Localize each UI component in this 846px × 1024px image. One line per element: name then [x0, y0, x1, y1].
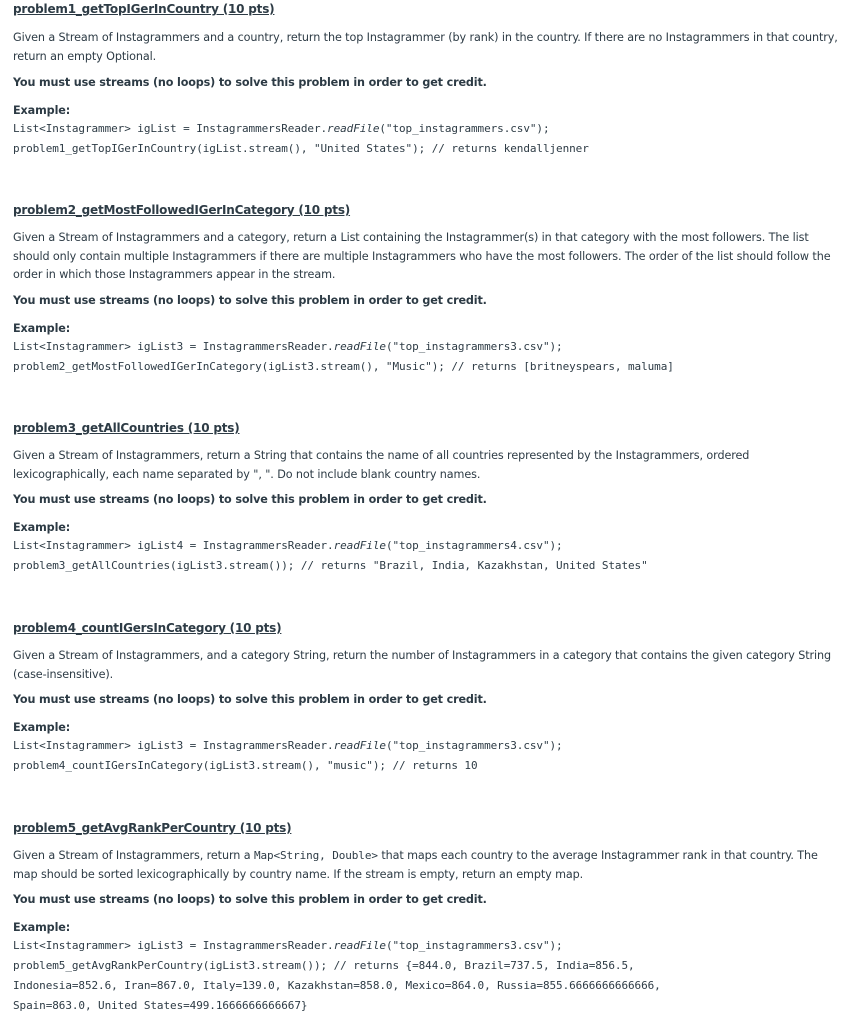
problem-2-note: You must use streams (no loops) to solve this problem in order to get credit.: [13, 293, 487, 307]
problem-5-heading: problem5_getAvgRankPerCountry (10 pts): [13, 821, 292, 835]
problem-5-code-line-1: List<Instagrammer> igList3 = InstagrammersReader.readFile("top_instagrammers3.csv");: [13, 939, 563, 953]
problem-5-section: [13, 821, 839, 1016]
problem-5-example-label: Example:: [13, 921, 71, 935]
problem-2-code-line-1: List<Instagrammer> igList3 = InstagrammersReader.readFile("top_instagrammers3.csv");: [13, 339, 563, 353]
problem-4-heading: problem4_countIGersInCategory (10 pts): [13, 621, 282, 635]
problem-1-section: [13, 2, 839, 159]
map-type-inline-code: Map<String, Double>: [253, 849, 378, 862]
problem-2-code-line-2: problem2_getMostFollowedIGerInCategory(igList3.stream(), "Music"); // returns [britneyspears, maluma]: [13, 359, 674, 373]
problem-4-example-label: Example:: [13, 721, 71, 735]
problem-4-section: [13, 621, 839, 776]
problem-5-code-line-2: problem5_getAvgRankPerCountry(igList3.stream()); // returns {=844.0, Brazil=737.5, India=856.5,: [13, 959, 635, 973]
problem-4-code-line-1: List<Instagrammer> igList3 = InstagrammersReader.readFile("top_instagrammers3.csv");: [13, 739, 563, 753]
problem-4-description: Given a Stream of Instagrammers, and a category String, return the number of Instagrammers in a category that contains the given category String (case-insensitive).: [13, 649, 831, 681]
problem-1-description: Given a Stream of Instagrammers and a country, return the top Instagrammer (by rank) in the country. If there are no Instagrammers in that country, return an empty Optional.: [13, 31, 838, 63]
problem-3-section: [13, 421, 839, 576]
problem-5-code-line-4: Spain=863.0, United States=499.1666666666667}: [13, 999, 308, 1013]
problem-5-description: Given a Stream of Instagrammers, return a Map<String, Double> that maps each country to the average Instagrammer rank in that country. The map should be sorted lexicographically by country name. If the stream is empty, return an empty map.: [13, 849, 818, 881]
problem-3-code-line-1: List<Instagrammer> igList4 = InstagrammersReader.readFile("top_instagrammers4.csv");: [13, 539, 563, 553]
problem-1-code-line-1: List<Instagrammer> igList = InstagrammersReader.readFile("top_instagrammers.csv");: [13, 122, 550, 136]
problem-3-code-line-2: problem3_getAllCountries(igList3.stream()); // returns "Brazil, India, Kazakhstan, United States": [13, 559, 648, 573]
problem-5-note: You must use streams (no loops) to solve this problem in order to get credit.: [13, 893, 487, 907]
problem-4-code-line-2: problem4_countIGersInCategory(igList3.stream(), "music"); // returns 10: [13, 759, 478, 773]
problem-1-code-line-2: problem1_getTopIGerInCountry(igList.stream(), "United States"); // returns kendalljenner: [13, 142, 589, 156]
problem-4-note: You must use streams (no loops) to solve this problem in order to get credit.: [13, 693, 487, 707]
problem-2-example-label: Example:: [13, 321, 71, 335]
problem-3-note: You must use streams (no loops) to solve this problem in order to get credit.: [13, 493, 487, 507]
problem-1-note: You must use streams (no loops) to solve this problem in order to get credit.: [13, 76, 487, 90]
problem-3-description: Given a Stream of Instagrammers, return a String that contains the name of all countries represented by the Instagrammers, ordered lexicographically, each name separated by ", ". Do not include blank country names.: [13, 449, 750, 481]
problem-2-description: Given a Stream of Instagrammers and a category, return a List containing the Instagrammer(s) in that category with the most followers. The list should only contain multiple Instagrammers if there are multiple Instagrammers who have the most followers. The order of the list should follow the order in which those Instagrammers appear in the stream.: [13, 231, 831, 282]
problem-2-heading: problem2_getMostFollowedIGerInCategory (10 pts): [13, 203, 351, 217]
problem-1-example-label: Example:: [13, 104, 71, 118]
problem-1-heading: problem1_getTopIGerInCountry (10 pts): [13, 2, 275, 16]
problem-3-example-label: Example:: [13, 521, 71, 535]
problem-2-section: [13, 203, 839, 377]
problem-5-code-line-3: Indonesia=852.6, Iran=867.0, Italy=139.0, Kazakhstan=858.0, Mexico=864.0, Russia=855.6666666666666,: [13, 979, 661, 993]
problem-3-heading: problem3_getAllCountries (10 pts): [13, 421, 240, 435]
